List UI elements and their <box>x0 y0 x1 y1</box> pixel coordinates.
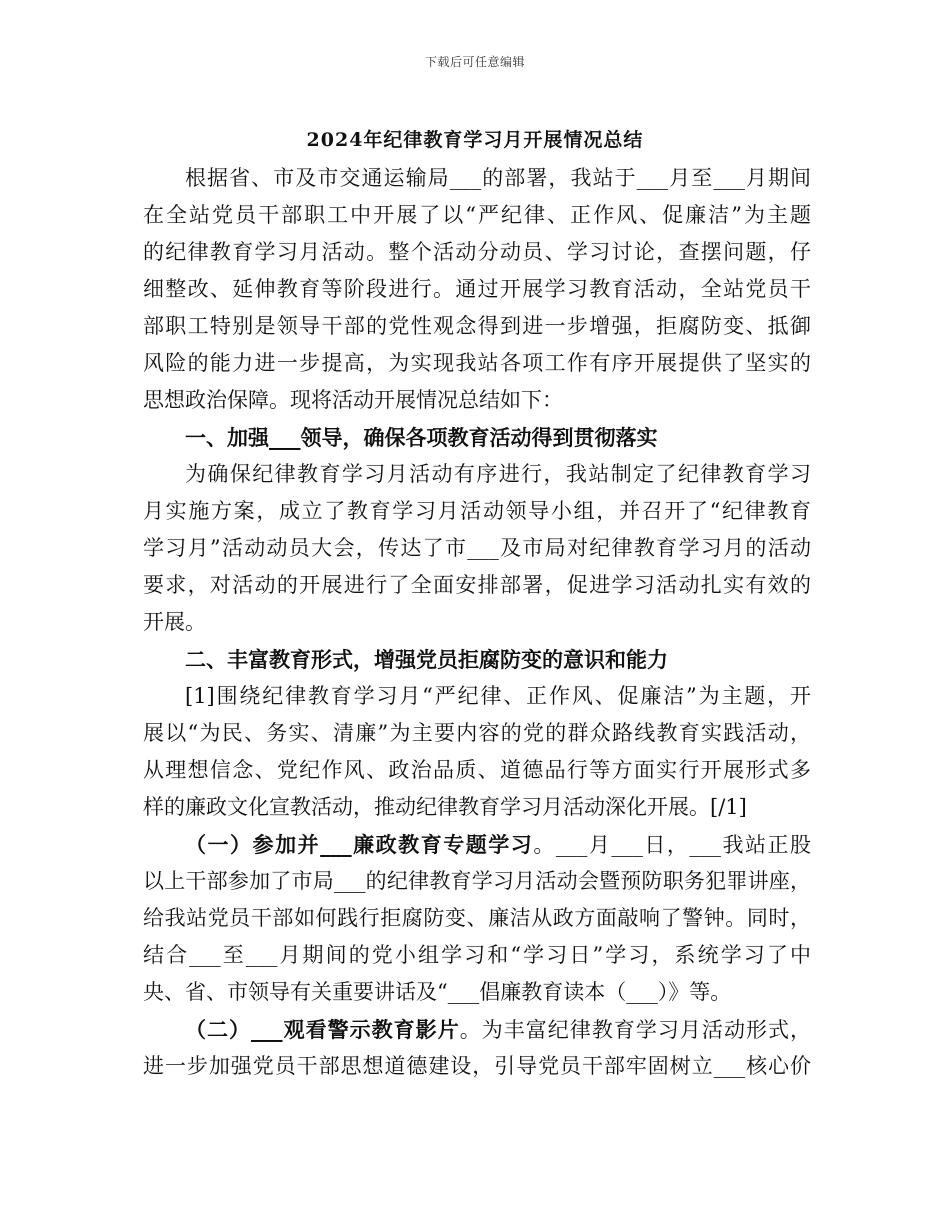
paragraph-line <box>143 604 811 641</box>
line-text: 为确保纪律教育学习月活动有序进行，我站制定了纪律教育学习 <box>185 462 811 486</box>
line-text: [1]围绕纪律教育学习月“严纪律、正作风、促廉洁”为主题，开 <box>185 684 811 708</box>
line-text: 央、省、市领导有关重要讲话及“___倡廉教育读本（___）》等。 <box>143 980 732 1004</box>
paragraph-line <box>143 678 811 715</box>
section-heading <box>143 419 811 456</box>
line-text: 。___月___日，___我站正股 <box>533 833 811 857</box>
paragraph-line <box>143 493 811 530</box>
subsection-title: （二）___观看警示教育影片 <box>185 1017 460 1042</box>
line-text: 从理想信念、党纪作风、政治品质、道德品行等方面实行开展形式多 <box>143 758 811 782</box>
paragraph-line <box>143 567 811 604</box>
paragraph-line <box>143 234 811 271</box>
paragraph-line <box>143 974 811 1011</box>
paragraph-line <box>143 271 811 308</box>
paragraph-line <box>143 715 811 752</box>
paragraph-line <box>143 345 811 382</box>
line-text: 细整改、延伸教育等阶段进行。通过开展学习教育活动，全站党员干 <box>143 277 811 301</box>
line-text: 学习月”活动动员大会，传达了市___及市局对纪律教育学习月的活动 <box>143 536 811 560</box>
line-text: 在全站党员干部职工中开展了以“严纪律、正作风、促廉洁”为主题 <box>143 203 811 227</box>
paragraph-line <box>143 530 811 567</box>
document-title: 2024年纪律教育学习月开展情况总结 <box>306 129 644 151</box>
paragraph-line <box>143 937 811 974</box>
document-body <box>143 160 811 1085</box>
line-text: 结合___至___月期间的党小组学习和“学习日”学习，系统学习了中 <box>143 943 811 967</box>
paragraph-line <box>143 382 811 419</box>
paragraph-line <box>143 308 811 345</box>
paragraph-line <box>143 1011 811 1048</box>
paragraph-line <box>143 826 811 863</box>
header-note: 下载后可任意编辑 <box>424 55 525 69</box>
line-text: 思想政治保障。现将活动开展情况总结如下： <box>143 388 563 412</box>
line-text: 的纪律教育学习月活动。整个活动分动员、学习讨论，查摆问题，仔 <box>143 240 811 264</box>
section-heading <box>143 641 811 678</box>
subsection-title: （一）参加并___廉政教育专题学习 <box>185 832 534 857</box>
line-text: 要求，对活动的开展进行了全面安排部署，促进学习活动扎实有效的 <box>143 573 811 597</box>
line-text: 部职工特别是领导干部的党性观念得到进一步增强，拒腐防变、抵御 <box>143 314 811 338</box>
line-text: 。为丰富纪律教育学习月活动形式， <box>459 1018 811 1042</box>
line-text: 样的廉政文化宣教活动，推动纪律教育学习月活动深化开展。[/1] <box>143 795 747 819</box>
line-text: 以上干部参加了市局___的纪律教育学习月活动会暨预防职务犯罪讲座， <box>143 869 811 893</box>
line-text: 根据省、市及市交通运输局___的部署，我站于___月至___月期间 <box>185 166 811 190</box>
paragraph-line <box>143 900 811 937</box>
paragraph-line <box>143 752 811 789</box>
paragraph-line <box>143 456 811 493</box>
line-text: 开展。 <box>143 610 206 634</box>
line-text: 风险的能力进一步提高，为实现我站各项工作有序开展提供了坚实的 <box>143 351 811 375</box>
line-text: 进一步加强党员干部思想道德建设，引导党员干部牢固树立___核心价 <box>143 1054 811 1078</box>
line-text: 月实施方案，成立了教育学习月活动领导小组，并召开了“纪律教育 <box>143 499 811 523</box>
line-text: 给我站党员干部如何践行拒腐防变、廉洁从政方面敲响了警钟。同时， <box>143 906 811 930</box>
paragraph-line <box>143 1048 811 1085</box>
paragraph-line <box>143 863 811 900</box>
paragraph-line <box>143 789 811 826</box>
paragraph-line <box>143 160 811 197</box>
line-text: 展以“为民、务实、清廉”为主要内容的党的群众路线教育实践活动， <box>143 721 811 745</box>
line-text: 二、丰富教育形式，增强党员拒腐防变的意识和能力 <box>185 647 668 672</box>
paragraph-line <box>143 197 811 234</box>
line-text: 一、加强___领导，确保各项教育活动得到贯彻落实 <box>185 425 658 450</box>
